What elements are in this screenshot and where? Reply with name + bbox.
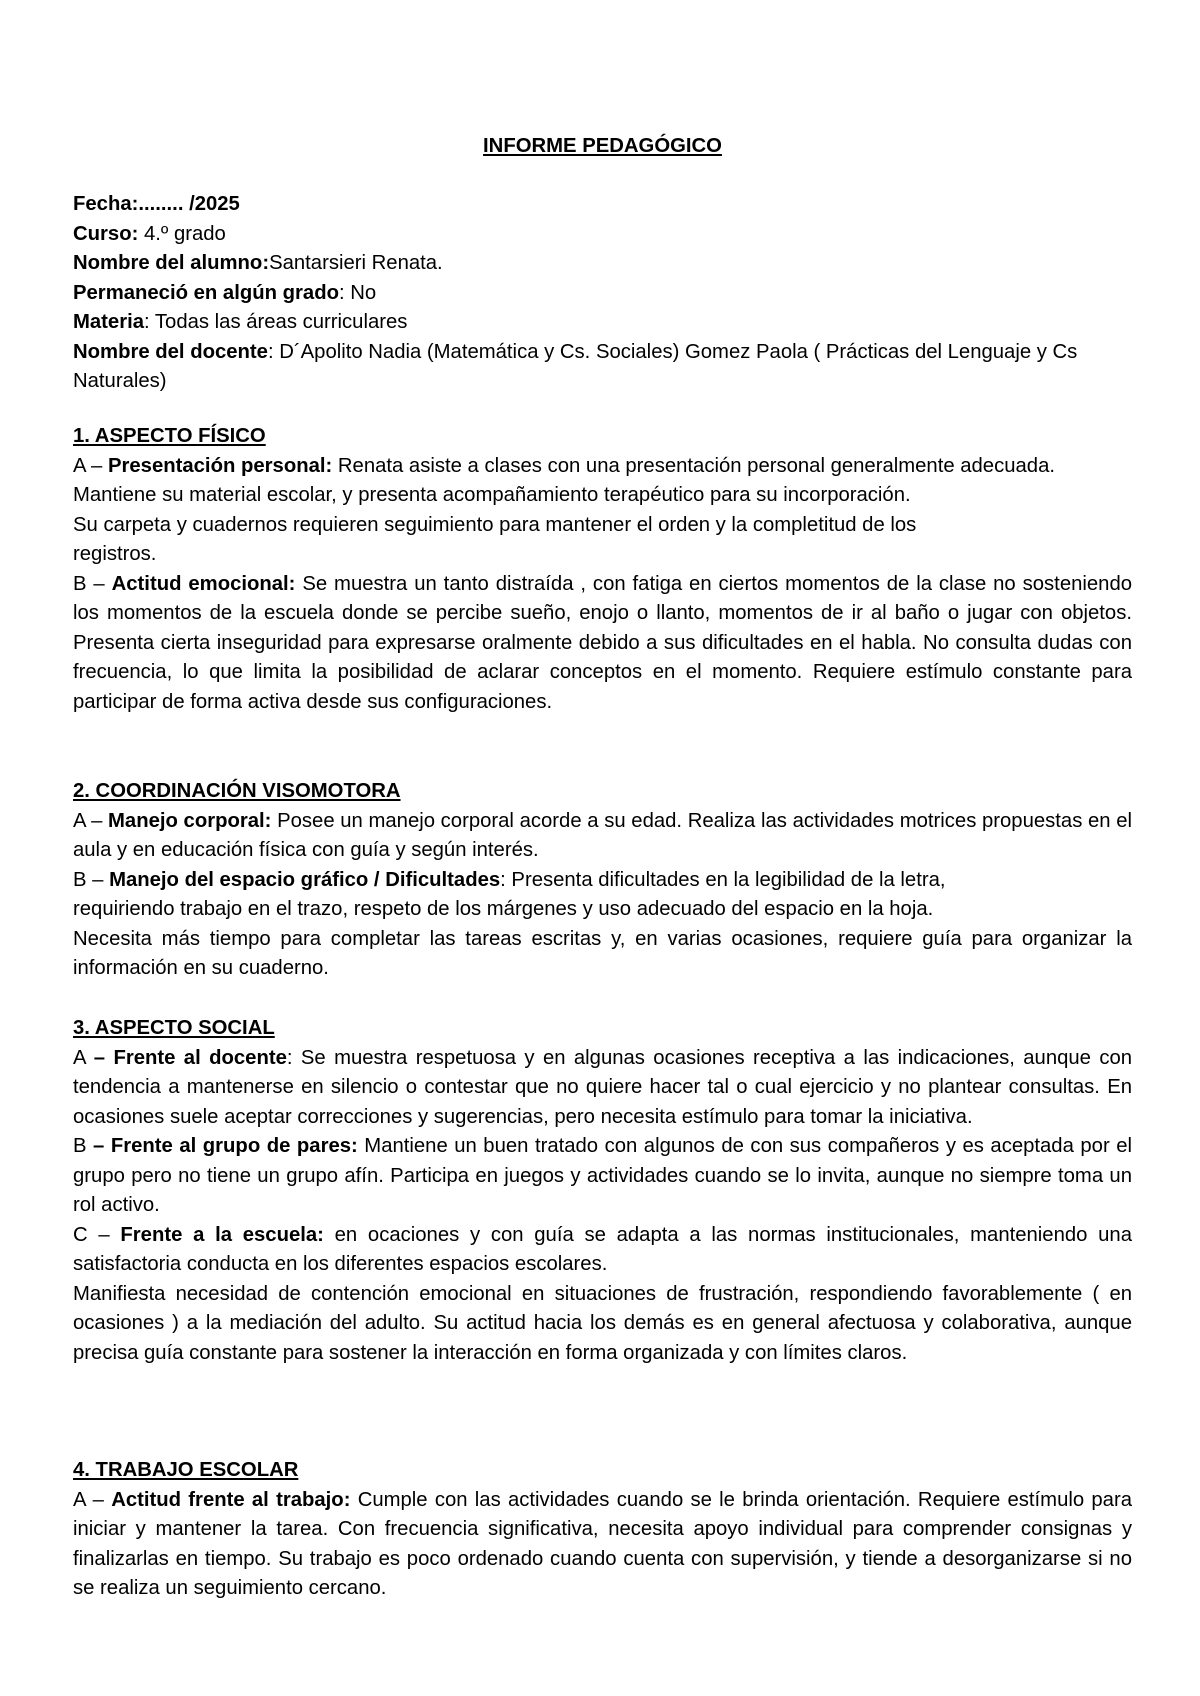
item-label: Frente a la escuela: bbox=[120, 1223, 324, 1246]
fecha-value: ........ /2025 bbox=[138, 193, 240, 215]
item-prefix: A – bbox=[73, 454, 108, 477]
permanecio-value: : No bbox=[338, 281, 377, 304]
item-prefix: A bbox=[73, 1046, 94, 1069]
paragraph bbox=[73, 570, 1132, 718]
item-prefix: B – bbox=[73, 572, 112, 595]
item-text: en ocaciones y con guía se adapta a las normas institucionales, manteniendo una satisfactoria conducta en los diferentes espacios escolares. bbox=[73, 1223, 1132, 1275]
paragraph bbox=[73, 1132, 1132, 1221]
alumno-row bbox=[73, 249, 1132, 279]
curso-label: Curso: bbox=[73, 222, 139, 245]
fecha-label: Fecha: bbox=[73, 193, 139, 215]
paragraph: Manifiesta necesidad de contención emocional en situaciones de frustración, respondiendo favorablemente ( en ocasiones ) a la mediación del adulto. Su actitud hacia los demás es en general afectuosa y colaborativa, aunque precisa guía constante para sostener la interacción en forma organizada y con límites claros. bbox=[73, 1282, 1132, 1364]
item-label: Actitud frente al trabajo: bbox=[111, 1488, 351, 1511]
paragraph: Mantiene su material escolar, y presenta acompañamiento terapéutico para su incorporación. bbox=[73, 484, 911, 506]
section-trabajo-escolar bbox=[73, 1456, 1132, 1604]
document-title: INFORME PEDAGÓGICO bbox=[483, 135, 722, 157]
item-label: – Frente al docente bbox=[93, 1046, 287, 1069]
docente-label: Nombre del docente bbox=[73, 340, 268, 363]
item-text: Posee un manejo corporal acorde a su edad. Realiza las actividades motrices propuestas en el aula y en educación física con guía y según interés. bbox=[73, 809, 1132, 861]
section-aspecto-fisico bbox=[73, 422, 1132, 717]
alumno-label: Nombre del alumno: bbox=[73, 252, 270, 274]
item-prefix: A – bbox=[73, 1488, 112, 1511]
paragraph bbox=[73, 1221, 1132, 1280]
item-label: Actitud emocional: bbox=[111, 572, 296, 595]
docente-row bbox=[73, 338, 1132, 397]
permanecio-label: Permaneció en algún grado bbox=[73, 281, 339, 304]
item-prefix: B bbox=[73, 1135, 94, 1157]
item-text: : Presenta dificultades en la legibilidad de la letra, requiriendo trabajo en el trazo, respeto de los márgenes y uso adecuado del espacio en la hoja. bbox=[73, 868, 946, 920]
section-heading: 4. TRABAJO ESCOLAR bbox=[73, 1459, 299, 1481]
item-label: Presentación personal: bbox=[107, 454, 333, 477]
item-text: : Se muestra respetuosa y en algunas ocasiones receptiva a las indicaciones, aunque con tendencia a mantenerse en silencio o contestar que no quiere hacer tal o cual ejercicio y no plantear consultas. En ocasiones suele aceptar correcciones y sugerencias, pero necesita estímulo para tomar la iniciativa. bbox=[73, 1046, 1133, 1128]
header-info bbox=[73, 190, 1132, 397]
item-text: Se muestra un tanto distraída , con fatiga en ciertos momentos de la clase no sosteniendo los momentos de la escuela donde se percibe sueño, enojo o llanto, momentos de ir al baño o jugar con objetos. Presenta cierta inseguridad para expresarse oralmente debido a sus dificultades en el habla. No consulta dudas con frecuencia, lo que limita la posibilidad de aclarar conceptos en el momento. Requiere estímulo constante para participar de forma activa desde sus configuraciones. bbox=[73, 572, 1132, 713]
item-text: Mantiene un buen tratado con algunos de con sus compañeros y es aceptada por el grupo pero no tiene un grupo afín. Participa en juegos y actividades cuando se lo invita, aunque no siempre toma un rol activo. bbox=[73, 1135, 1132, 1216]
paragraph bbox=[73, 1486, 1132, 1604]
item-label: Manejo corporal: bbox=[108, 809, 272, 832]
section-coordinacion-visomotora bbox=[73, 777, 1132, 984]
item-prefix: C – bbox=[73, 1223, 121, 1246]
paragraph bbox=[73, 452, 1132, 482]
paragraph bbox=[73, 807, 1132, 866]
materia-row bbox=[73, 308, 1132, 338]
paragraph bbox=[73, 1044, 1132, 1133]
curso-value: 4.º grado bbox=[138, 222, 226, 245]
fecha-row bbox=[73, 190, 1132, 220]
materia-value: : Todas las áreas curriculares bbox=[144, 311, 408, 333]
paragraph: Su carpeta y cuadernos requieren seguimiento para mantener el orden y la completitud de los registros. bbox=[73, 513, 917, 565]
docente-value: : D´Apolito Nadia (Matemática y Cs. Sociales) Gomez Paola ( Prácticas del Lenguaje y Cs Naturales) bbox=[73, 340, 1078, 392]
section-heading: 3. ASPECTO SOCIAL bbox=[73, 1017, 275, 1039]
item-prefix: B – bbox=[73, 868, 110, 891]
section-heading: 1. ASPECTO FÍSICO bbox=[73, 425, 266, 447]
materia-label: Materia bbox=[73, 311, 145, 333]
curso-row bbox=[73, 220, 1132, 250]
paragraph bbox=[73, 866, 1033, 925]
paragraph: Necesita más tiempo para completar las tareas escritas y, en varias ocasiones, requiere guía para organizar la información en su cuaderno. bbox=[73, 927, 1132, 979]
item-prefix: A – bbox=[73, 809, 109, 832]
item-label: Manejo del espacio gráfico / Dificultades bbox=[109, 868, 501, 891]
section-aspecto-social bbox=[73, 1014, 1132, 1368]
item-text: Cumple con las actividades cuando se le brinda orientación. Requiere estímulo para iniciar y mantener la tarea. Con frecuencia significativa, necesita apoyo individual para comprender consignas y finalizarlas en tiempo. Su trabajo es poco ordenado cuando cuenta con supervisión, y tiende a desorganizarse si no se realiza un seguimiento cercano. bbox=[73, 1488, 1132, 1599]
permanecio-row bbox=[73, 279, 1132, 309]
alumno-value: Santarsieri Renata. bbox=[269, 252, 443, 274]
item-text: Renata asiste a clases con una presentación personal generalmente adecuada. bbox=[332, 454, 1055, 477]
item-label: – Frente al grupo de pares: bbox=[93, 1135, 358, 1157]
section-heading: 2. COORDINACIÓN VISOMOTORA bbox=[73, 780, 401, 802]
